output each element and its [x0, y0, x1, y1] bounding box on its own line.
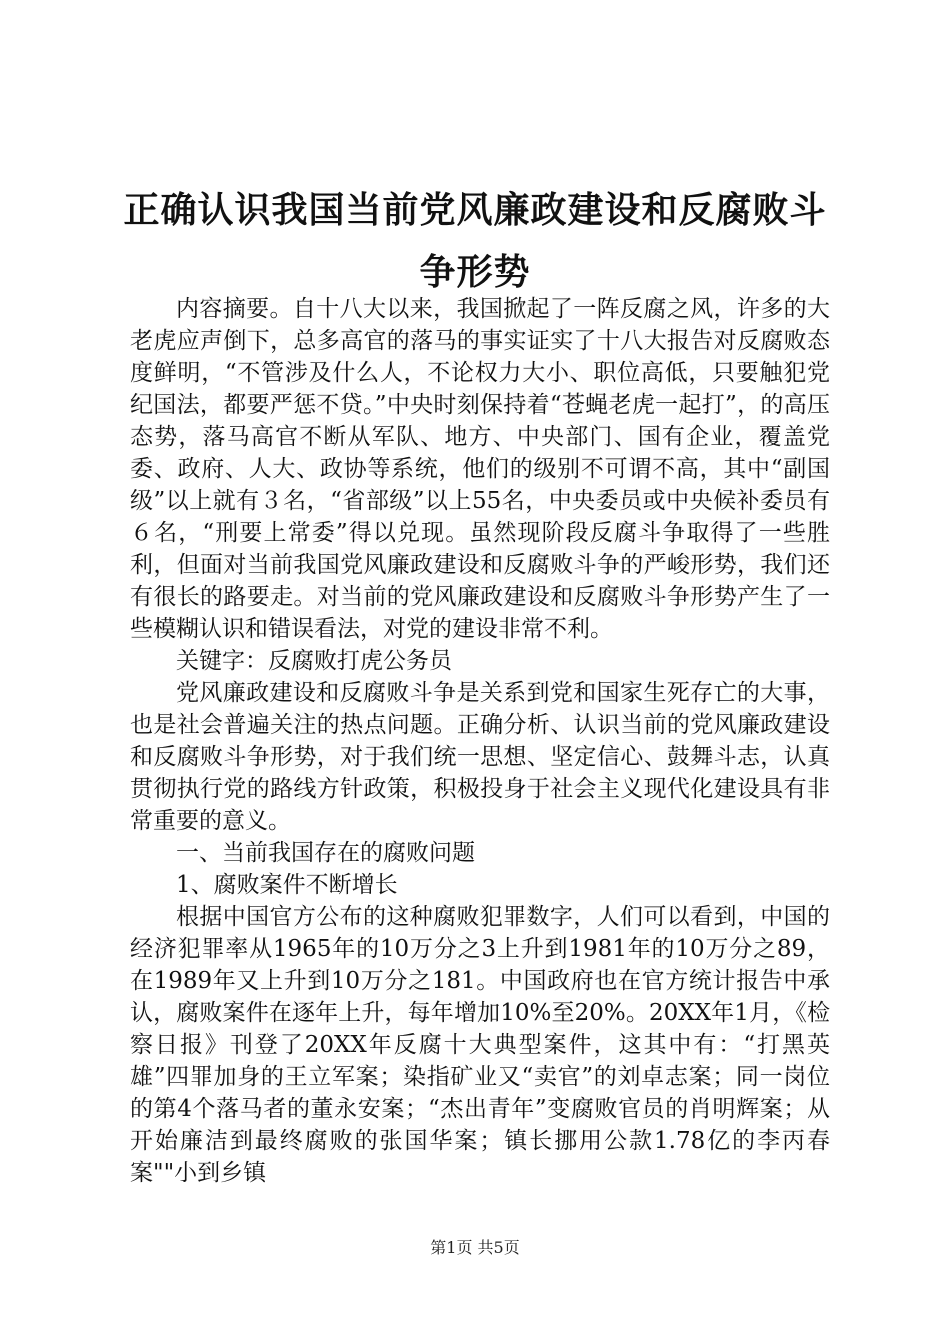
page-number: 第1页 共5页 — [430, 1238, 520, 1257]
document-title: 正确认识我国当前党风廉政建设和反腐败斗争形势 — [123, 190, 827, 293]
intro-paragraph: 党风廉政建设和反腐败斗争是关系到党和国家生死存亡的大事，也是社会普遍关注的热点问题。正确分析、认识当前的党风廉政建设和反腐败斗争形势，对于我们统一思想、坚定信心、鼓舞斗志，认真贯彻执行党的路线方针政策，积极投身于社会主义现代化建设具有非常重要的意义。 — [130, 680, 830, 834]
section-heading: 一、当前我国存在的腐败问题 — [176, 840, 475, 866]
document-body — [130, 293, 830, 1189]
abstract-paragraph: 内容摘要。自十八大以来，我国掀起了一阵反腐之风，许多的大老虎应声倒下，总多高官的落马的事实证实了十八大报告对反腐败态度鲜明，“不管涉及什么人，不论权力大小、职位高低，只要触犯党纪国法，都要严惩不贷。”中央时刻保持着“苍蝇老虎一起打”，的高压态势，落马高官不断从军队、地方、中央部门、国有企业，覆盖党委、政府、人大、政协等系统，他们的级别不可谓不高，其中“副国级”以上就有３名，“省部级”以上55名，中央委员或中央候补委员有６名，“刑要上常委”得以兑现。虽然现阶段反腐斗争取得了一些胜利，但面对当前我国党风廉政建设和反腐败斗争的严峻形势，我们还有很长的路要走。对当前的党风廉政建设和反腐败斗争形势产生了一些模糊认识和错误看法，对党的建设非常不利。 — [130, 296, 830, 642]
body-paragraph: 根据中国官方公布的这种腐败犯罪数字，人们可以看到，中国的经济犯罪率从1965年的10万分之3上升到1981年的10万分之89，在1989年又上升到10万分之181。中国政府也在官方统计报告中承认，腐败案件在逐年上升，每年增加10%至20%。20XX年1月，《检察日报》刊登了20XX年反腐十大典型案件，这其中有：“打黑英雄”四罪加身的王立军案；染指矿业又“卖官”的刘卓志案；同一岗位的第4个落马者的董永安案；“杰出青年”变腐败官员的肖明辉案；从开始廉洁到最终腐败的张国华案；镇长挪用公款1.78亿的李丙春案""小到乡镇 — [130, 904, 830, 1186]
keywords-paragraph: 关键字：反腐败打虎公务员 — [176, 648, 452, 674]
subsection-heading: 1、腐败案件不断增长 — [176, 872, 398, 898]
